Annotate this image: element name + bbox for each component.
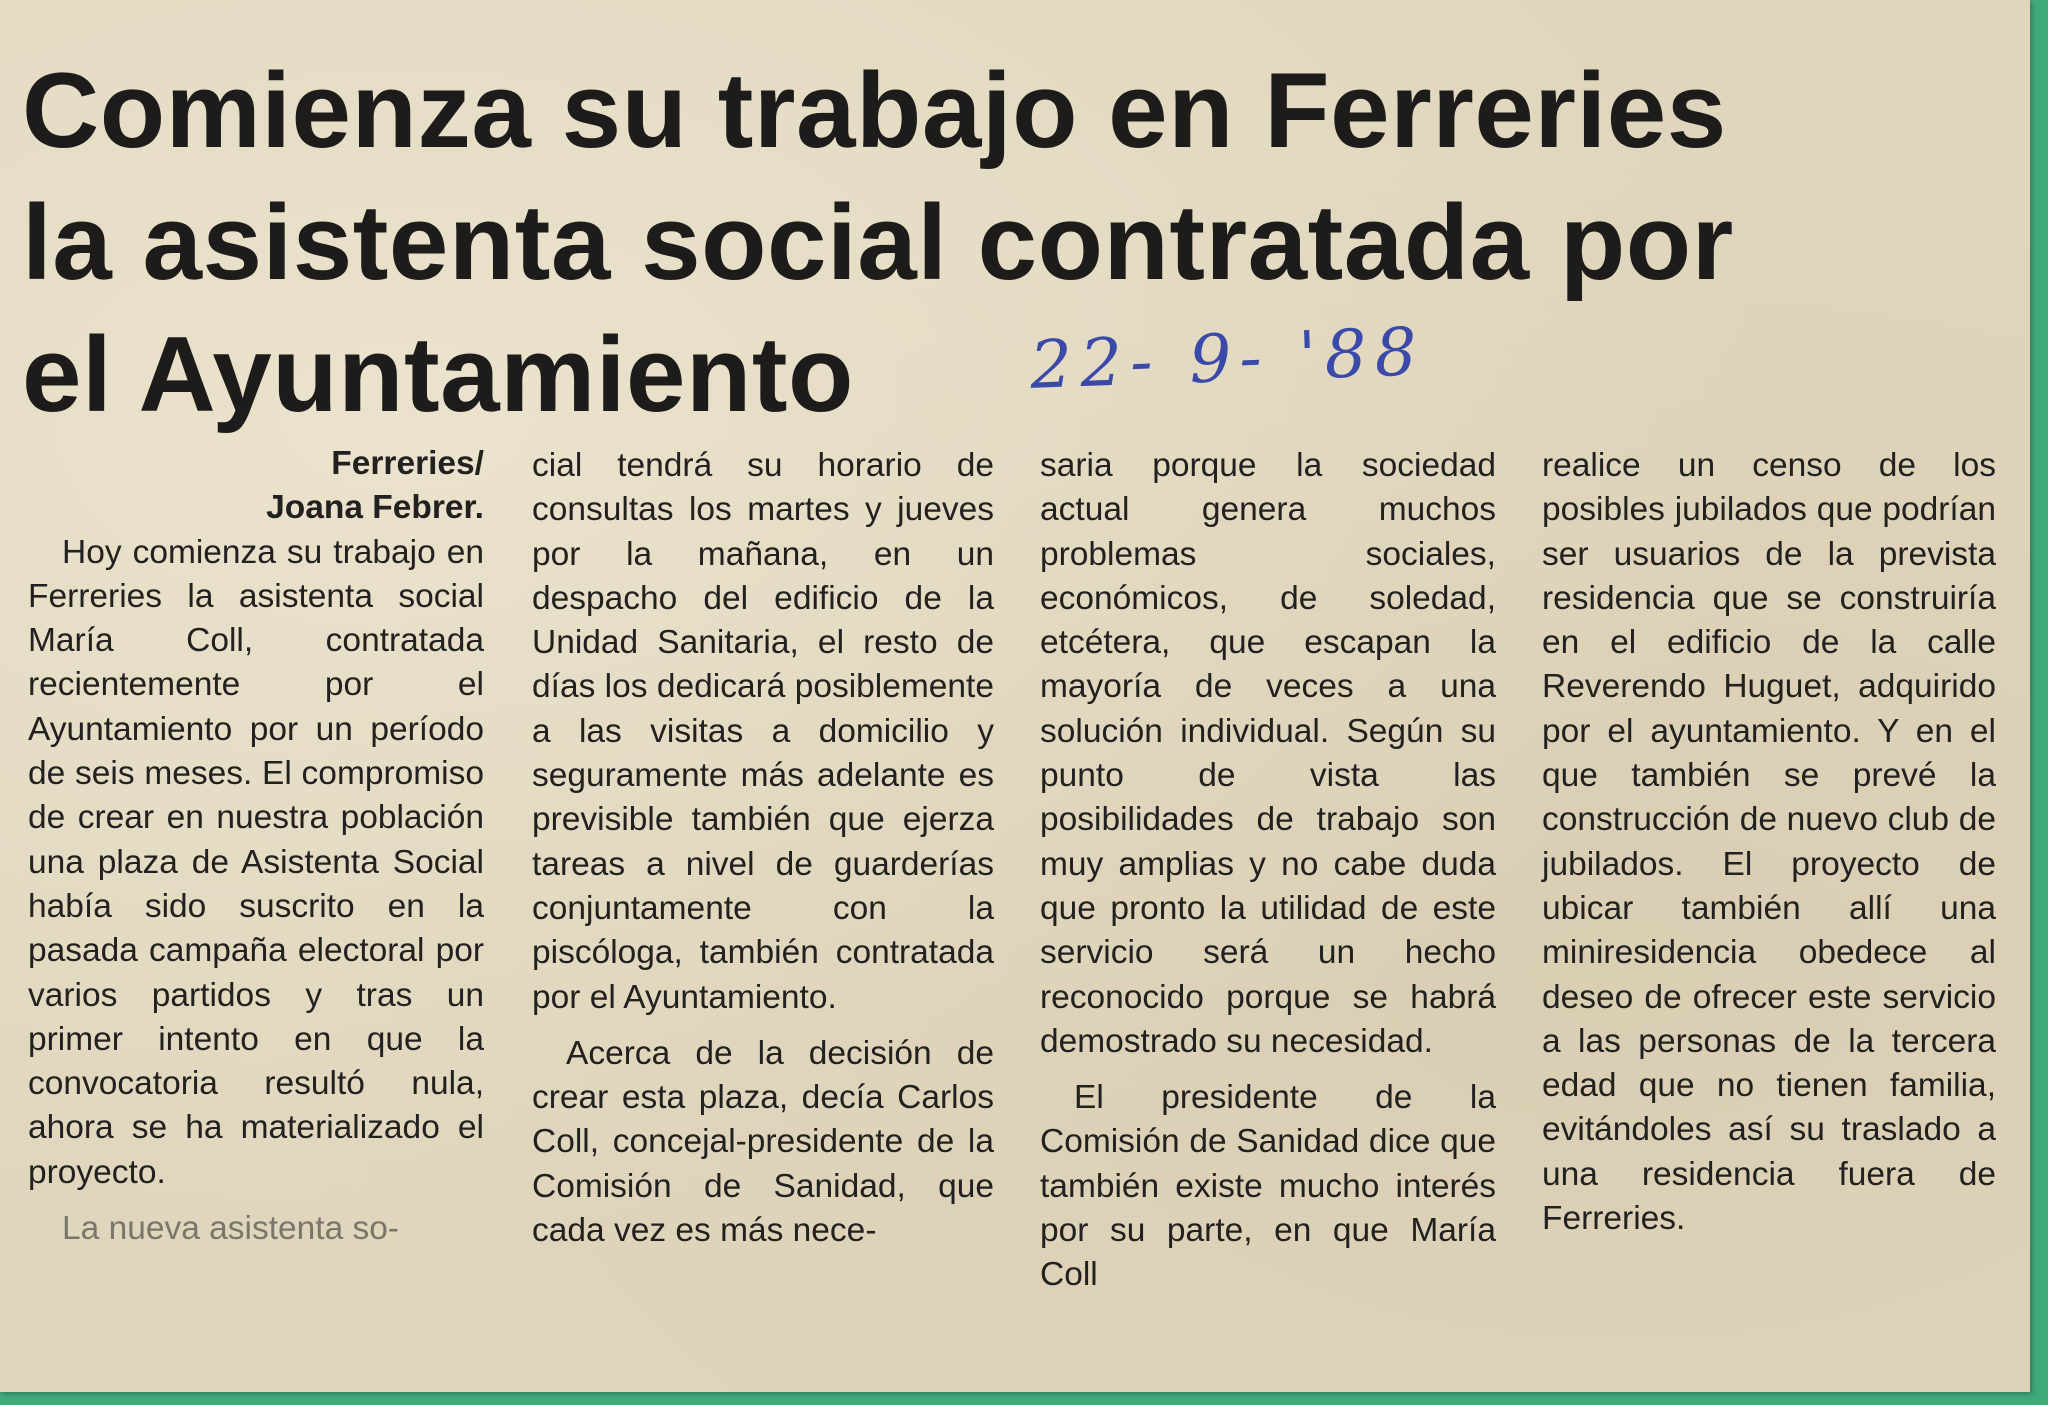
- article-column-4: [1542, 444, 1996, 1241]
- byline-location: Ferreries/: [331, 445, 484, 482]
- column-2-paragraph-2: Acerca de la decisión de crear esta plaza, decía Carlos Coll, concejal-presidente de la Comisión de Sanidad, que cada vez es más nece-: [532, 1034, 994, 1250]
- article-column-1: [28, 442, 484, 1251]
- byline: [28, 442, 484, 531]
- article-column-2: [532, 444, 994, 1253]
- byline-author: Joana Febrer.: [266, 489, 484, 527]
- headline-line-1: Comienza su trabajo en Ferreries: [22, 50, 1727, 170]
- headline: [22, 44, 2002, 440]
- column-3-paragraph-1: saria porque la sociedad actual genera muchos problemas sociales, económicos, de soledad, etcétera, que escapan la mayoría de veces a una solución individual. Según su punto de vista las posibilidades de trabajo son muy amplias y no cabe duda que pronto la utilidad de este servicio será un hecho reconocido porque se habrá demostrado su necesidad.: [1040, 447, 1496, 1060]
- headline-line-3: el Ayuntamiento: [22, 314, 854, 434]
- column-1-paragraph-2: La nueva asistenta so-: [62, 1210, 400, 1248]
- column-4-paragraph-1: realice un censo de los posibles jubilados que podrían ser usuarios de la prevista residencia que se construiría en el edificio de la calle Reverendo Huguet, adquirido por el ayuntamiento. Y en el que también se prevé la construcción de nuevo club de jubilados. El proyecto de ubicar también allí una miniresidencia obedece al deseo de ofrecer este servicio a las personas de la tercera edad que no tienen familia, evitándoles así su traslado a una residencia fuera de Ferreries.: [1542, 447, 1996, 1238]
- article-column-3: [1040, 444, 1496, 1298]
- column-1-paragraph-1: Hoy comienza su trabajo en Ferreries la asistenta social María Coll, contratada recientemente por el Ayuntamiento por un período de seis meses. El compromiso de crear en nuestra población una plaza de Asistenta Social había sido suscrito en la pasada campaña electoral por varios partidos y tras un primer intento en que la convocatoria resultó nula, ahora se ha materializado el proyecto.: [28, 533, 484, 1191]
- column-2-paragraph-1: cial tendrá su horario de consultas los martes y jueves por la mañana, en un despacho del edificio de la Unidad Sanitaria, el resto de días los dedicará posiblemente a las visitas a domicilio y seguramente más adelante es previsible también que ejerza tareas a nivel de guarderías conjuntamente con la piscóloga, también contratada por el Ayuntamiento.: [532, 447, 994, 1016]
- handwritten-date: 22- 9- '88: [1028, 313, 1426, 404]
- column-3-paragraph-2: El presidente de la Comisión de Sanidad dice que también existe mucho interés por su parte, en que María Coll: [1040, 1079, 1496, 1294]
- headline-line-2: la asistenta social contratada por: [22, 182, 1734, 302]
